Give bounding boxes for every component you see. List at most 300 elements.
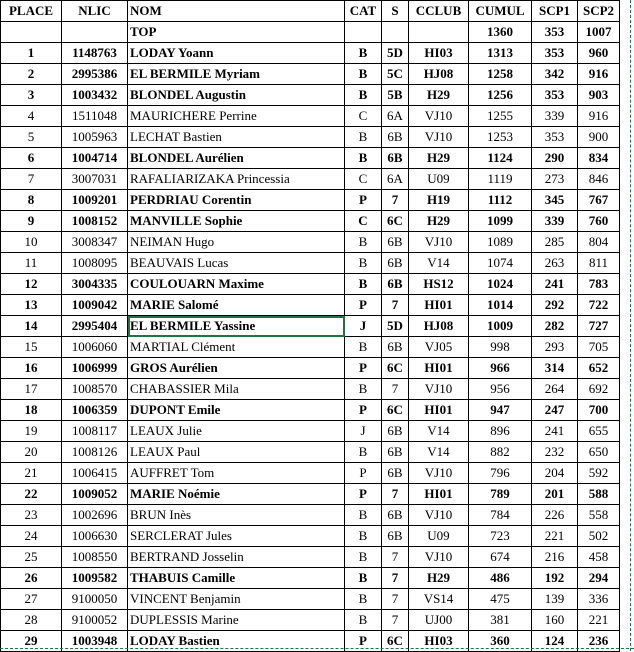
cell-cclub[interactable]: H29 [409, 148, 469, 169]
cell-cat[interactable]: B [345, 232, 382, 253]
cell-s[interactable]: 7 [382, 589, 409, 610]
cell-s[interactable]: 6C [382, 211, 409, 232]
cell-nlic[interactable]: 1009582 [62, 568, 128, 589]
cell-s[interactable]: 6B [382, 127, 409, 148]
cell-scp2[interactable]: 588 [578, 484, 620, 505]
cell-nlic[interactable]: 1006060 [62, 337, 128, 358]
cell-nom[interactable]: BRUN Inès [128, 505, 345, 526]
top-cclub-cell[interactable] [409, 22, 469, 43]
header-scp2[interactable]: SCP2 [578, 1, 620, 22]
cell-cumul[interactable]: 947 [469, 400, 532, 421]
cell-scp2[interactable]: 727 [578, 316, 620, 337]
cell-nom[interactable]: EL BERMILE Myriam [128, 64, 345, 85]
cell-cat[interactable]: P [345, 358, 382, 379]
cell-cclub[interactable]: H29 [409, 568, 469, 589]
cell-cclub[interactable]: VJ05 [409, 337, 469, 358]
cell-scp2[interactable]: 558 [578, 505, 620, 526]
table-row [1, 400, 620, 421]
cell-scp1[interactable]: 353 [532, 85, 578, 106]
table-row [1, 274, 620, 295]
cell-cumul[interactable]: 1313 [469, 43, 532, 64]
table-row [1, 547, 620, 568]
cell-cclub[interactable]: H29 [409, 85, 469, 106]
cell-cumul[interactable]: 486 [469, 568, 532, 589]
cell-place[interactable]: 12 [1, 274, 62, 295]
cell-cclub[interactable]: V14 [409, 421, 469, 442]
cell-s[interactable]: 7 [382, 568, 409, 589]
cell-cat[interactable]: B [345, 610, 382, 631]
cell-cat[interactable]: C [345, 169, 382, 190]
cell-cclub[interactable]: HI01 [409, 400, 469, 421]
header-cumul[interactable]: CUMUL [469, 1, 532, 22]
table-row [1, 106, 620, 127]
cell-cclub[interactable]: U09 [409, 526, 469, 547]
cell-nlic[interactable]: 1008117 [62, 421, 128, 442]
cell-s[interactable]: 6B [382, 148, 409, 169]
cell-scp1[interactable]: 264 [532, 379, 578, 400]
cell-place[interactable]: 11 [1, 253, 62, 274]
header-nlic[interactable]: NLIC [62, 1, 128, 22]
cell-s[interactable]: 6B [382, 274, 409, 295]
cell-nom[interactable]: LODAY Yoann [128, 43, 345, 64]
table-row [1, 295, 620, 316]
cell-cumul[interactable]: 1099 [469, 211, 532, 232]
cell-nom[interactable]: MARIE Salomé [128, 295, 345, 316]
cell-scp2[interactable]: 916 [578, 64, 620, 85]
cell-nlic[interactable]: 1008550 [62, 547, 128, 568]
cell-cat[interactable]: B [345, 526, 382, 547]
cell-cat[interactable]: P [345, 190, 382, 211]
cell-scp2[interactable]: 692 [578, 379, 620, 400]
cell-nom[interactable]: THABUIS Camille [128, 568, 345, 589]
cell-cumul[interactable]: 1024 [469, 274, 532, 295]
cell-cumul[interactable]: 1256 [469, 85, 532, 106]
page-break-horizontal [0, 648, 634, 649]
cell-place[interactable]: 14 [1, 316, 62, 337]
header-place[interactable]: PLACE [1, 1, 62, 22]
cell-nlic[interactable]: 1008126 [62, 442, 128, 463]
cell-scp2[interactable]: 783 [578, 274, 620, 295]
top-label-cell[interactable]: TOP [128, 22, 345, 43]
top-cat-cell[interactable] [345, 22, 382, 43]
cell-scp1[interactable]: 339 [532, 106, 578, 127]
cell-nom[interactable]: BLONDEL Augustin [128, 85, 345, 106]
table-row [1, 505, 620, 526]
cell-scp1[interactable]: 241 [532, 274, 578, 295]
cell-s[interactable]: 6C [382, 631, 409, 652]
table-row [1, 379, 620, 400]
table-row [1, 442, 620, 463]
cell-cumul[interactable]: 998 [469, 337, 532, 358]
cell-cat[interactable]: B [345, 148, 382, 169]
cell-cumul[interactable]: 896 [469, 421, 532, 442]
cell-s[interactable]: 6B [382, 232, 409, 253]
cell-scp2[interactable]: 960 [578, 43, 620, 64]
cell-scp1[interactable]: 353 [532, 43, 578, 64]
cell-nlic[interactable]: 3008347 [62, 232, 128, 253]
cell-s[interactable]: 7 [382, 484, 409, 505]
table-row [1, 127, 620, 148]
cell-s[interactable]: 6B [382, 337, 409, 358]
cell-cat[interactable]: B [345, 127, 382, 148]
cell-nom[interactable]: MANVILLE Sophie [128, 211, 345, 232]
cell-scp2[interactable]: 900 [578, 127, 620, 148]
cell-nom[interactable]: GROS Aurélien [128, 358, 345, 379]
cell-scp2[interactable]: 592 [578, 463, 620, 484]
cell-cumul[interactable]: 1089 [469, 232, 532, 253]
cell-scp2[interactable]: 458 [578, 547, 620, 568]
cell-place[interactable]: 8 [1, 190, 62, 211]
cell-place[interactable]: 28 [1, 610, 62, 631]
top-cumul-cell[interactable]: 1360 [469, 22, 532, 43]
cell-cat[interactable]: B [345, 64, 382, 85]
cell-scp1[interactable]: 353 [532, 127, 578, 148]
cell-scp1[interactable]: 232 [532, 442, 578, 463]
cell-cat[interactable]: C [345, 211, 382, 232]
cell-s[interactable]: 5D [382, 316, 409, 337]
cell-scp2[interactable]: 804 [578, 232, 620, 253]
cell-cclub[interactable]: VJ10 [409, 232, 469, 253]
cell-s[interactable]: 6B [382, 421, 409, 442]
cell-scp2[interactable]: 236 [578, 631, 620, 652]
cell-cumul[interactable]: 1253 [469, 127, 532, 148]
cell-nlic[interactable]: 1511048 [62, 106, 128, 127]
cell-s[interactable]: 7 [382, 379, 409, 400]
cell-cat[interactable]: P [345, 295, 382, 316]
cell-place[interactable]: 18 [1, 400, 62, 421]
cell-cat[interactable]: B [345, 85, 382, 106]
cell-scp1[interactable]: 160 [532, 610, 578, 631]
table-row [1, 253, 620, 274]
cell-scp2[interactable]: 916 [578, 106, 620, 127]
cell-place[interactable]: 26 [1, 568, 62, 589]
cell-cclub[interactable]: VJ10 [409, 547, 469, 568]
cell-cumul[interactable]: 1258 [469, 64, 532, 85]
cell-cat[interactable]: B [345, 274, 382, 295]
cell-scp2[interactable]: 655 [578, 421, 620, 442]
cell-cat[interactable]: B [345, 379, 382, 400]
cell-scp1[interactable]: 226 [532, 505, 578, 526]
table-row [1, 589, 620, 610]
cell-cclub[interactable]: VJ10 [409, 463, 469, 484]
cell-cclub[interactable]: H29 [409, 211, 469, 232]
cell-cumul[interactable]: 1119 [469, 169, 532, 190]
cell-s[interactable]: 6B [382, 253, 409, 274]
cell-cat[interactable]: P [345, 463, 382, 484]
cell-place[interactable]: 4 [1, 106, 62, 127]
cell-s[interactable]: 6A [382, 169, 409, 190]
cell-s[interactable]: 6B [382, 442, 409, 463]
cell-cat[interactable]: B [345, 337, 382, 358]
cell-nom[interactable]: CHABASSIER Mila [128, 379, 345, 400]
cell-s[interactable]: 7 [382, 610, 409, 631]
cell-scp1[interactable]: 263 [532, 253, 578, 274]
top-nlic-cell[interactable] [62, 22, 128, 43]
cell-scp1[interactable]: 273 [532, 169, 578, 190]
cell-scp2[interactable]: 652 [578, 358, 620, 379]
cell-cclub[interactable]: VS14 [409, 589, 469, 610]
cell-cumul[interactable]: 1124 [469, 148, 532, 169]
header-cclub[interactable]: CCLUB [409, 1, 469, 22]
top-scp1-cell[interactable]: 353 [532, 22, 578, 43]
cell-nom[interactable]: RAFALIARIZAKA Princessia [128, 169, 345, 190]
table-row [1, 169, 620, 190]
cell-cumul[interactable]: 723 [469, 526, 532, 547]
cell-place[interactable]: 20 [1, 442, 62, 463]
top-place-cell[interactable] [1, 22, 62, 43]
cell-cumul[interactable]: 674 [469, 547, 532, 568]
cell-s[interactable]: 6C [382, 400, 409, 421]
header-nom[interactable]: NOM [128, 1, 345, 22]
cell-scp1[interactable]: 139 [532, 589, 578, 610]
cell-place[interactable]: 15 [1, 337, 62, 358]
cell-nlic[interactable]: 2995404 [62, 316, 128, 337]
cell-place[interactable]: 21 [1, 463, 62, 484]
cell-nom[interactable]: COULOUARN Maxime [128, 274, 345, 295]
header-scp1[interactable]: SCP1 [532, 1, 578, 22]
cell-cclub[interactable]: H19 [409, 190, 469, 211]
cell-cclub[interactable]: V14 [409, 253, 469, 274]
cell-place[interactable]: 24 [1, 526, 62, 547]
cell-cclub[interactable]: HS12 [409, 274, 469, 295]
cell-cat[interactable]: J [345, 421, 382, 442]
cell-scp2[interactable]: 722 [578, 295, 620, 316]
cell-cumul[interactable]: 1014 [469, 295, 532, 316]
cell-place[interactable]: 10 [1, 232, 62, 253]
cell-scp1[interactable]: 290 [532, 148, 578, 169]
cell-cumul[interactable]: 966 [469, 358, 532, 379]
cell-place[interactable]: 23 [1, 505, 62, 526]
cell-cclub[interactable]: HJ08 [409, 64, 469, 85]
cell-cat[interactable]: B [345, 253, 382, 274]
cell-cumul[interactable]: 956 [469, 379, 532, 400]
cell-cumul[interactable]: 360 [469, 631, 532, 652]
cell-scp1[interactable]: 292 [532, 295, 578, 316]
cell-nlic[interactable]: 1006630 [62, 526, 128, 547]
cell-cclub[interactable]: HI01 [409, 295, 469, 316]
table-row [1, 316, 620, 337]
cell-scp2[interactable]: 294 [578, 568, 620, 589]
cell-nom[interactable]: BEAUVAIS Lucas [128, 253, 345, 274]
cell-nom[interactable]: NEIMAN Hugo [128, 232, 345, 253]
cell-s[interactable]: 6B [382, 526, 409, 547]
cell-nlic[interactable]: 2995386 [62, 64, 128, 85]
cell-cat[interactable]: B [345, 547, 382, 568]
cell-place[interactable]: 6 [1, 148, 62, 169]
cell-nom[interactable]: MAURICHERE Perrine [128, 106, 345, 127]
cell-cumul[interactable]: 796 [469, 463, 532, 484]
cell-s[interactable]: 7 [382, 547, 409, 568]
cell-scp1[interactable]: 282 [532, 316, 578, 337]
cell-cclub[interactable]: HI01 [409, 484, 469, 505]
cell-nlic[interactable]: 1003948 [62, 631, 128, 652]
cell-scp2[interactable]: 846 [578, 169, 620, 190]
cell-scp2[interactable]: 834 [578, 148, 620, 169]
cell-scp2[interactable]: 221 [578, 610, 620, 631]
cell-nom[interactable]: LEAUX Julie [128, 421, 345, 442]
cell-scp2[interactable]: 811 [578, 253, 620, 274]
cell-scp1[interactable]: 204 [532, 463, 578, 484]
cell-scp2[interactable]: 336 [578, 589, 620, 610]
cell-scp1[interactable]: 221 [532, 526, 578, 547]
cell-s[interactable]: 7 [382, 190, 409, 211]
cell-s[interactable]: 6A [382, 106, 409, 127]
cell-scp1[interactable]: 247 [532, 400, 578, 421]
cell-scp1[interactable]: 124 [532, 631, 578, 652]
cell-scp1[interactable]: 314 [532, 358, 578, 379]
cell-cat[interactable]: P [345, 400, 382, 421]
cell-cclub[interactable]: UJ00 [409, 610, 469, 631]
cell-nlic[interactable]: 1009042 [62, 295, 128, 316]
cell-cclub[interactable]: HI03 [409, 631, 469, 652]
cell-cat[interactable]: B [345, 442, 382, 463]
cell-nom[interactable]: LECHAT Bastien [128, 127, 345, 148]
top-scp2-cell[interactable]: 1007 [578, 22, 620, 43]
cell-scp2[interactable]: 760 [578, 211, 620, 232]
cell-scp1[interactable]: 201 [532, 484, 578, 505]
cell-place[interactable]: 2 [1, 64, 62, 85]
cell-cat[interactable]: C [345, 106, 382, 127]
cell-place[interactable]: 27 [1, 589, 62, 610]
cell-s[interactable]: 5B [382, 85, 409, 106]
cell-nom[interactable]: BERTRAND Josselin [128, 547, 345, 568]
cell-nlic[interactable]: 1005963 [62, 127, 128, 148]
cell-s[interactable]: 5D [382, 43, 409, 64]
cell-place[interactable]: 1 [1, 43, 62, 64]
cell-nom[interactable]: LEAUX Paul [128, 442, 345, 463]
cell-scp1[interactable]: 339 [532, 211, 578, 232]
cell-place[interactable]: 19 [1, 421, 62, 442]
table-row [1, 43, 620, 64]
cell-s[interactable]: 6B [382, 505, 409, 526]
cell-nom[interactable]: BLONDEL Aurélien [128, 148, 345, 169]
cell-cat[interactable]: B [345, 568, 382, 589]
cell-cat[interactable]: B [345, 43, 382, 64]
cell-scp1[interactable]: 285 [532, 232, 578, 253]
cell-nlic[interactable]: 1008570 [62, 379, 128, 400]
cell-nlic[interactable]: 1008095 [62, 253, 128, 274]
cell-cumul[interactable]: 789 [469, 484, 532, 505]
cell-nom[interactable]: PERDRIAU Corentin [128, 190, 345, 211]
cell-scp1[interactable]: 345 [532, 190, 578, 211]
cell-place[interactable]: 17 [1, 379, 62, 400]
cell-cumul[interactable]: 882 [469, 442, 532, 463]
cell-nlic[interactable]: 1004714 [62, 148, 128, 169]
cell-nom[interactable]: MARTIAL Clément [128, 337, 345, 358]
cell-scp1[interactable]: 241 [532, 421, 578, 442]
cell-cclub[interactable]: HI01 [409, 358, 469, 379]
cell-scp2[interactable]: 903 [578, 85, 620, 106]
top-row [1, 22, 620, 43]
cell-cclub[interactable]: VJ10 [409, 379, 469, 400]
cell-scp2[interactable]: 650 [578, 442, 620, 463]
table-row [1, 463, 620, 484]
cell-s[interactable]: 7 [382, 295, 409, 316]
cell-cumul[interactable]: 475 [469, 589, 532, 610]
cell-nom[interactable]: LODAY Bastien [128, 631, 345, 652]
cell-scp2[interactable]: 700 [578, 400, 620, 421]
cell-scp2[interactable]: 502 [578, 526, 620, 547]
cell-cclub[interactable]: HI03 [409, 43, 469, 64]
cell-cat[interactable]: B [345, 589, 382, 610]
header-cat[interactable]: CAT [345, 1, 382, 22]
cell-scp1[interactable]: 293 [532, 337, 578, 358]
cell-nom[interactable]: VINCENT Benjamin [128, 589, 345, 610]
cell-cumul[interactable]: 1112 [469, 190, 532, 211]
cell-place[interactable]: 29 [1, 631, 62, 652]
cell-cclub[interactable]: V14 [409, 442, 469, 463]
cell-nlic[interactable]: 1008152 [62, 211, 128, 232]
cell-cclub[interactable]: VJ10 [409, 106, 469, 127]
cell-nlic[interactable]: 1006359 [62, 400, 128, 421]
cell-scp1[interactable]: 342 [532, 64, 578, 85]
cell-cclub[interactable]: VJ10 [409, 127, 469, 148]
header-s[interactable]: S [382, 1, 409, 22]
cell-scp2[interactable]: 705 [578, 337, 620, 358]
cell-nom[interactable]: DUPONT Emile [128, 400, 345, 421]
table-row [1, 568, 620, 589]
cell-place[interactable]: 13 [1, 295, 62, 316]
cell-cclub[interactable]: VJ10 [409, 505, 469, 526]
cell-cat[interactable]: J [345, 316, 382, 337]
cell-nlic[interactable]: 9100052 [62, 610, 128, 631]
cell-scp1[interactable]: 192 [532, 568, 578, 589]
cell-place[interactable]: 9 [1, 211, 62, 232]
cell-nlic[interactable]: 1003432 [62, 85, 128, 106]
cell-place[interactable]: 22 [1, 484, 62, 505]
cell-cclub[interactable]: U09 [409, 169, 469, 190]
table-row [1, 211, 620, 232]
top-s-cell[interactable] [382, 22, 409, 43]
table-row [1, 64, 620, 85]
cell-cumul[interactable]: 381 [469, 610, 532, 631]
cell-nlic[interactable]: 1148763 [62, 43, 128, 64]
cell-nlic[interactable]: 1006999 [62, 358, 128, 379]
cell-nlic[interactable]: 1006415 [62, 463, 128, 484]
cell-cumul[interactable]: 1009 [469, 316, 532, 337]
cell-nlic[interactable]: 1009052 [62, 484, 128, 505]
cell-place[interactable]: 3 [1, 85, 62, 106]
cell-nom[interactable]: MARIE Noémie [128, 484, 345, 505]
cell-place[interactable]: 5 [1, 127, 62, 148]
cell-cumul[interactable]: 1255 [469, 106, 532, 127]
cell-nom[interactable]: EL BERMILE Yassine [128, 316, 345, 337]
table-row [1, 610, 620, 631]
cell-nom[interactable]: DUPLESSIS Marine [128, 610, 345, 631]
cell-cat[interactable]: P [345, 631, 382, 652]
cell-place[interactable]: 16 [1, 358, 62, 379]
cell-cumul[interactable]: 784 [469, 505, 532, 526]
cell-scp2[interactable]: 767 [578, 190, 620, 211]
cell-nom[interactable]: SERCLERAT Jules [128, 526, 345, 547]
cell-nom[interactable]: AUFFRET Tom [128, 463, 345, 484]
cell-nlic[interactable]: 1002696 [62, 505, 128, 526]
cell-nlic[interactable]: 3007031 [62, 169, 128, 190]
cell-nlic[interactable]: 9100050 [62, 589, 128, 610]
cell-cat[interactable]: B [345, 505, 382, 526]
cell-s[interactable]: 6C [382, 358, 409, 379]
cell-cclub[interactable]: HJ08 [409, 316, 469, 337]
cell-place[interactable]: 7 [1, 169, 62, 190]
cell-cat[interactable]: P [345, 484, 382, 505]
cell-s[interactable]: 6B [382, 463, 409, 484]
cell-nlic[interactable]: 1009201 [62, 190, 128, 211]
cell-nlic[interactable]: 3004335 [62, 274, 128, 295]
cell-cumul[interactable]: 1074 [469, 253, 532, 274]
cell-scp1[interactable]: 216 [532, 547, 578, 568]
cell-place[interactable]: 25 [1, 547, 62, 568]
cell-s[interactable]: 5C [382, 64, 409, 85]
